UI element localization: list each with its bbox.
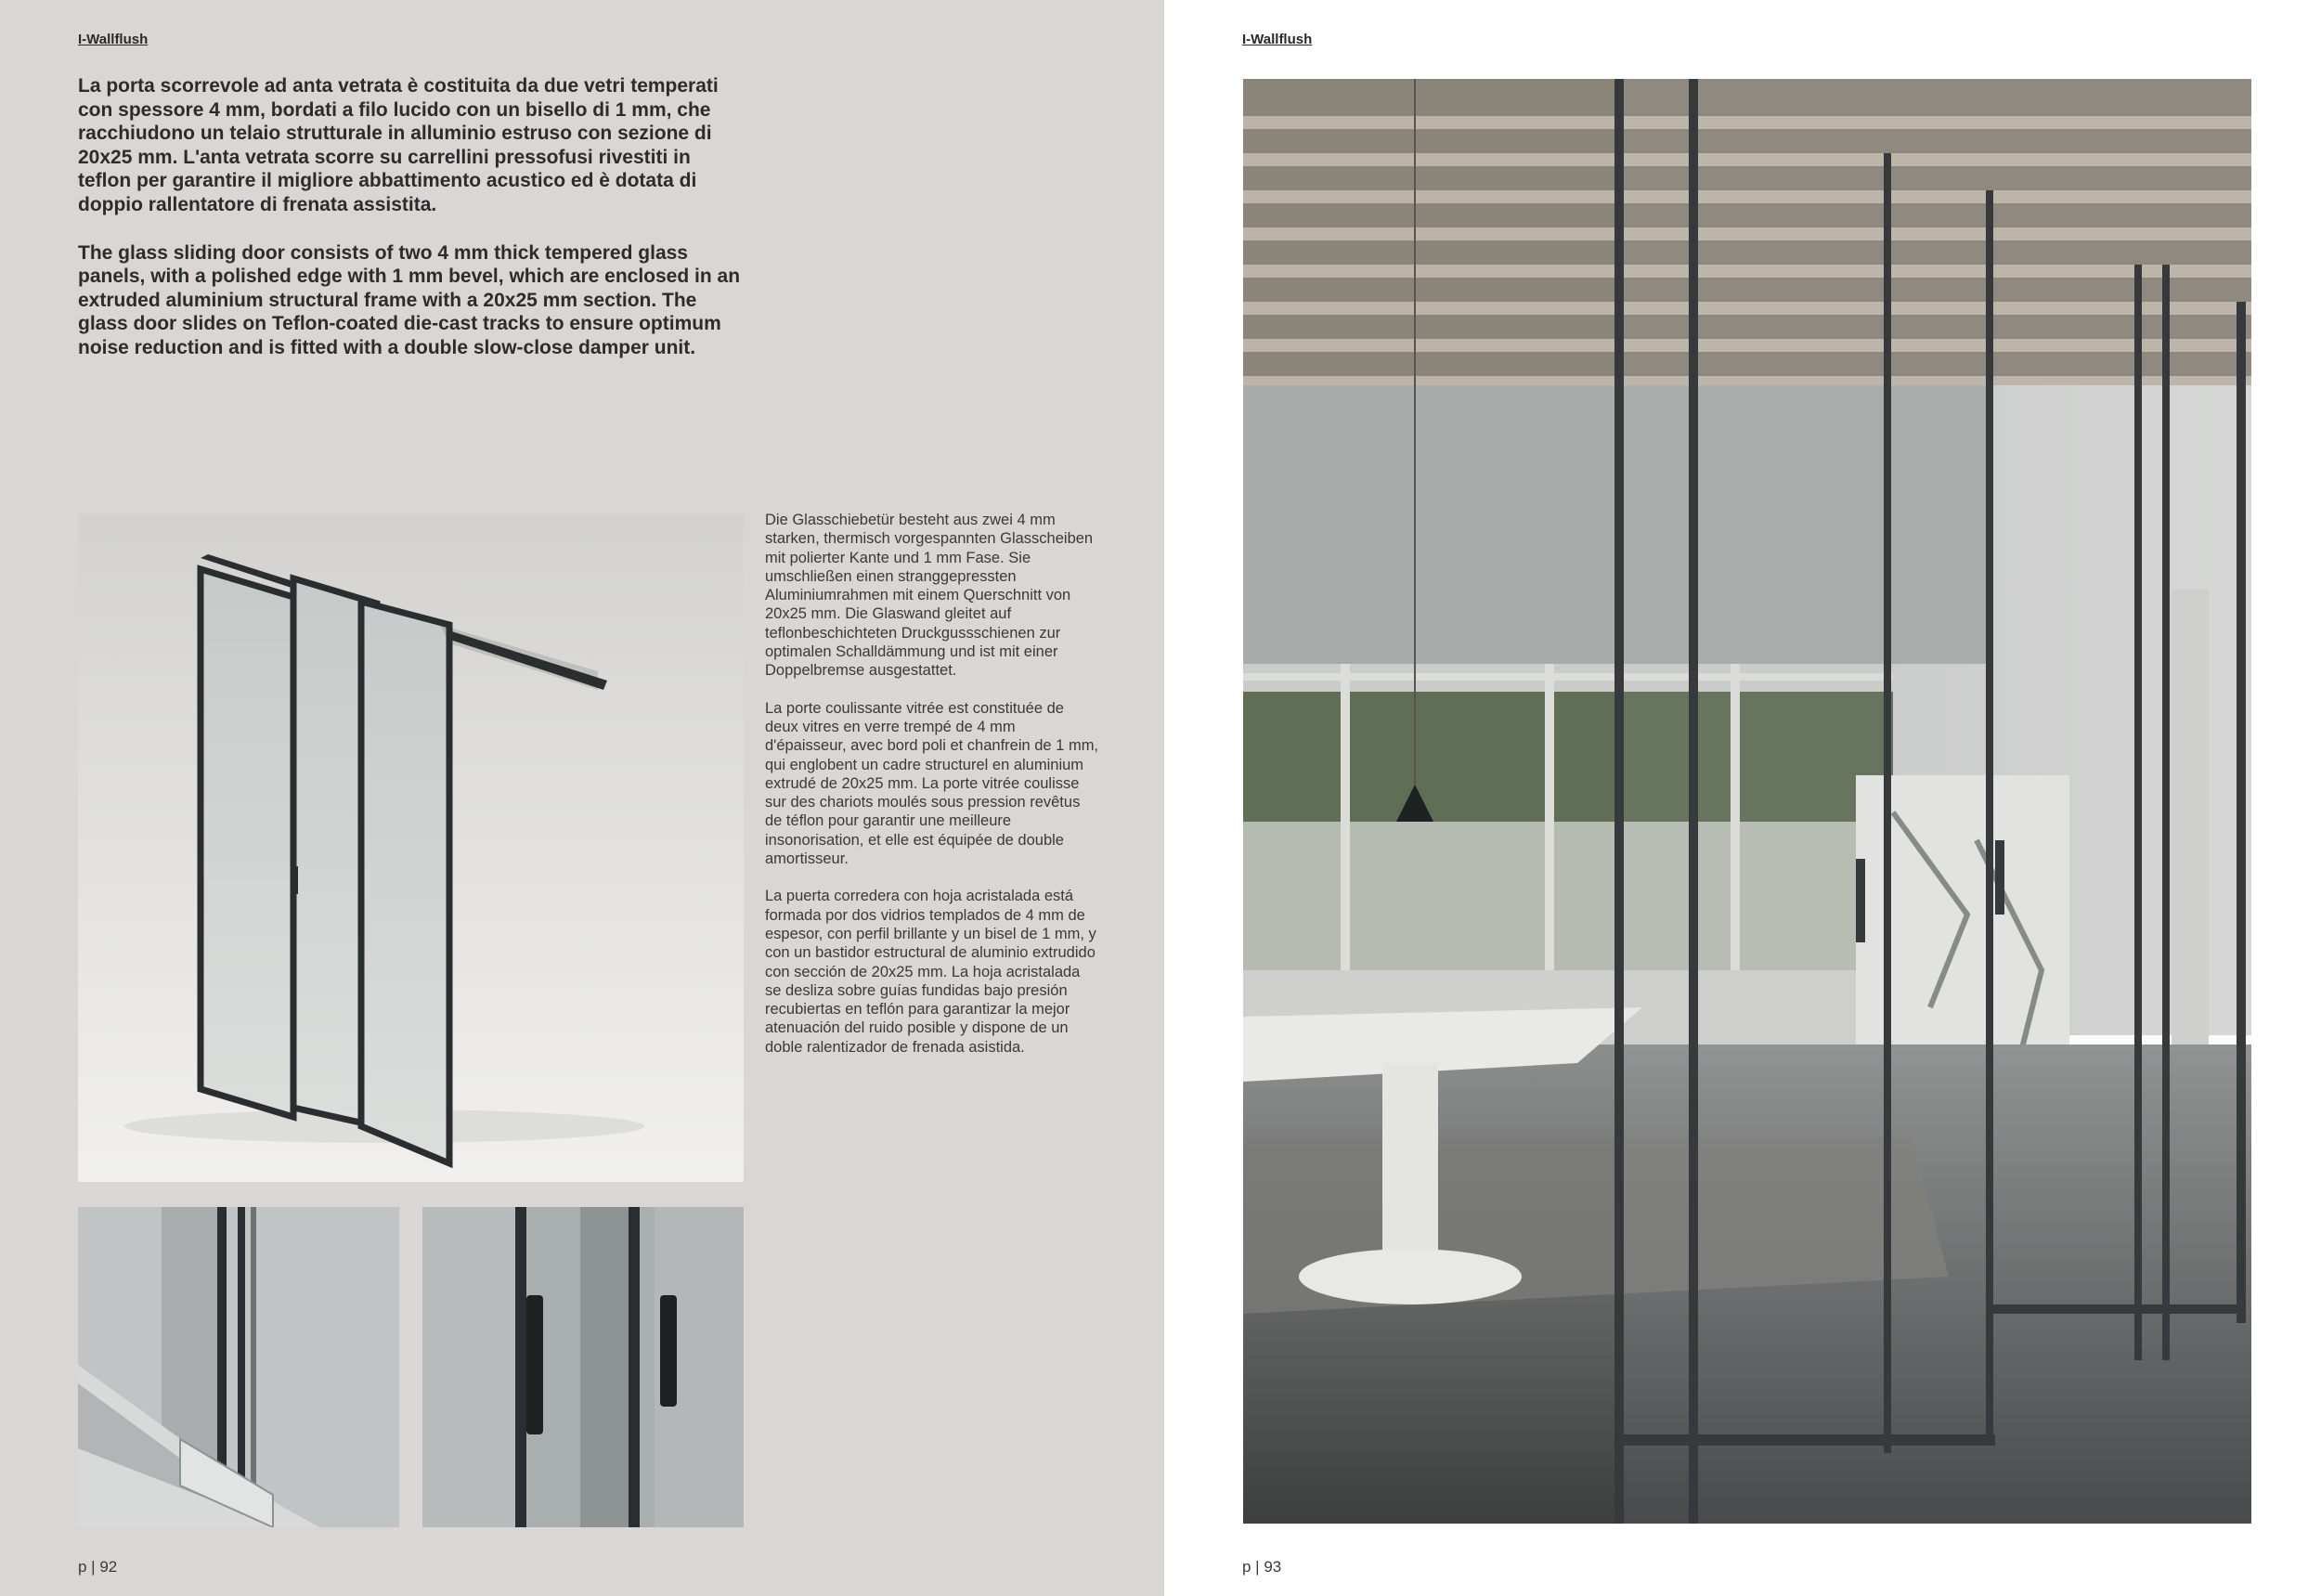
text-german: Die Glasschiebetür besteht aus zwei 4 mm starken, thermisch vorgespannten Glasscheiben mit polierter Kante und 1 mm Fase. Sie umschließen einen stranggepressten Aluminiumrahmen mit einem Querschnitt von 20x25 mm. Die Glaswand gleitet auf teflonbeschichteten Druckgussschienen zur optimalen Schalldämmung und ist mit einer Doppelbremse ausgestattet.: [765, 512, 1094, 680]
track-detail-photo: [78, 1207, 399, 1527]
running-title-right: I-Wallflush: [1242, 32, 1313, 47]
interior-photo: [1243, 79, 2251, 1524]
text-spanish: La puerta corredera con hoja acristalada está formada por dos vidrios templados de 4 mm de espesor, con perfil brillante y un bisel de 1 mm, y con un bastidor estructural de aluminio extrudido con sección de 20x25 mm. La hoja acristalada se desliza sobre guías fundidas bajo presión recubiertas en teflón para garantizar la mejor atenuación del ruido posible y dispone de un doble ralentizador de frenada asistida.: [765, 888, 1096, 1056]
running-title-left: I-Wallflush: [78, 32, 149, 47]
door-product-render: [78, 513, 744, 1182]
text-french: La porte coulissante vitrée est constituée de deux vitres en verre trempé de 4 mm d'épaisseur, avec bord poli et chanfrein de 1 mm, qui englobent un cadre structurel en aluminium extrudé de 20x25 mm. La porte vitrée coulisse sur des chariots moulés sous pression revêtus de téflon pour garantir une meilleure insonorisation, et elle est équipée de double amortisseur.: [765, 699, 1099, 868]
right-page: [1164, 0, 2321, 1596]
intro-text: [78, 74, 746, 384]
page-number-right: p | 93: [1242, 1558, 1282, 1576]
handle-detail-photo: [422, 1207, 744, 1527]
page-number-left: p | 92: [78, 1558, 118, 1576]
intro-italian: La porta scorrevole ad anta vetrata è costituita da due vetri temperati con spessore 4 mm, bordati a filo lucido con un bisello di 1 mm, che racchiudono un telaio strutturale in alluminio estruso con sezione di 20x25 mm. L'anta vetrata scorre su carrellini pressofusi rivestiti in teflon per garantire il migliore abbattimento acustico ed è dotata di doppio rallentatore di frenata assistita.: [78, 75, 719, 215]
intro-english: The glass sliding door consists of two 4 mm thick tempered glass panels, with a polished edge with 1 mm bevel, which are enclosed in an extruded aluminium structural frame with a 20x25 mm section. The glass door slides on Teflon-coated die-cast tracks to ensure optimum noise reduction and is fitted with a double slow-close damper unit.: [78, 241, 741, 358]
multilingual-text: [765, 511, 1099, 1075]
